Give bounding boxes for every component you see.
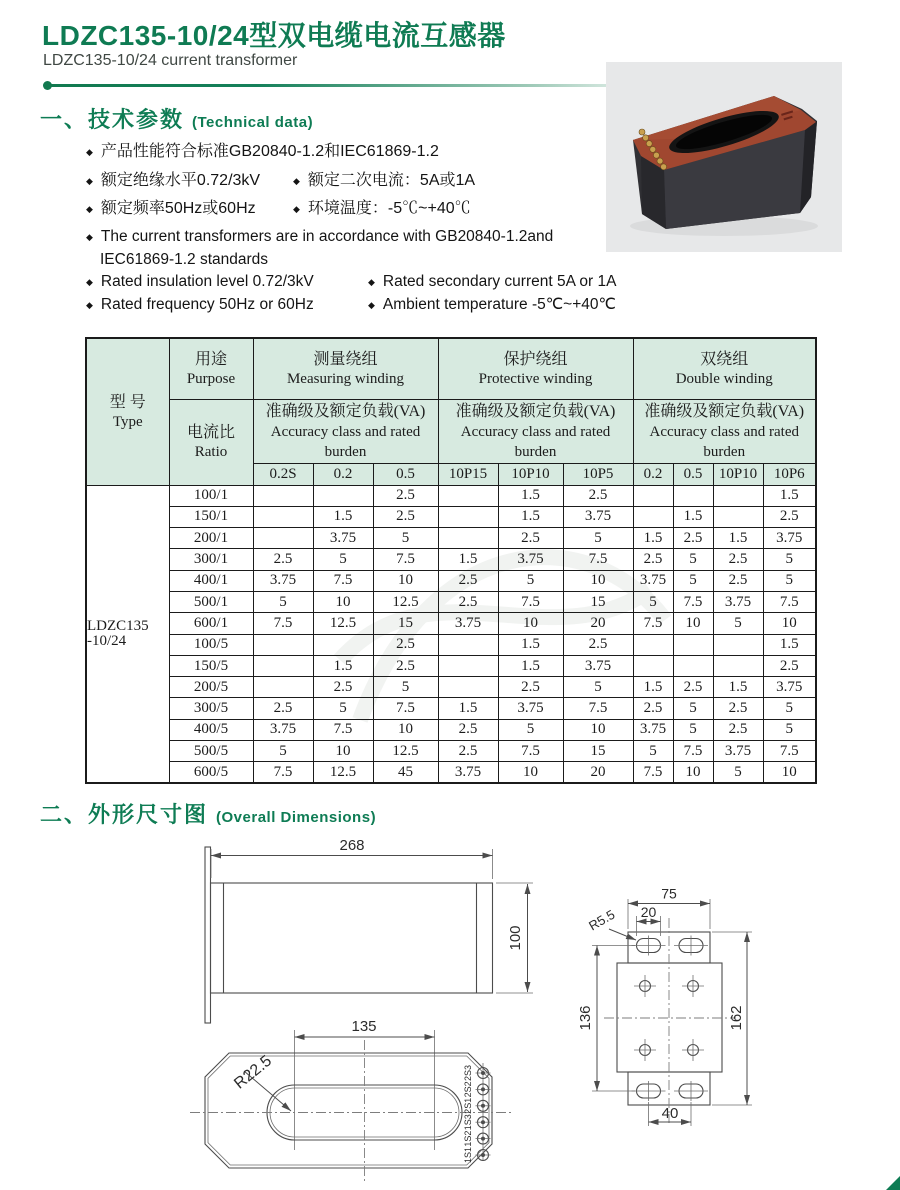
value-cell [253,528,313,549]
value-cell: 10 [373,719,438,740]
terminal-label: 1S3 [463,1114,473,1131]
value-cell: 10 [763,613,816,634]
value-cell: 5 [763,570,816,591]
value-cell: 2.5 [313,677,373,698]
dim-75: 75 [661,885,677,902]
value-cell: 5 [373,677,438,698]
section1-title-en: (Technical data) [192,114,314,131]
table-row [86,591,816,612]
value-cell: 1.5 [438,698,498,719]
ratio-cell: 200/5 [169,677,253,698]
ratio-cell: 150/1 [169,506,253,527]
bullet-diamond-icon: ◆ [86,176,93,186]
value-cell [313,634,373,655]
value-cell [713,485,763,506]
class-header: 0.5 [373,463,438,485]
value-cell: 3.75 [498,698,563,719]
value-cell: 5 [313,549,373,570]
value-cell [438,655,498,676]
value-cell [253,634,313,655]
ratio-cell: 300/5 [169,698,253,719]
dim-135: 135 [351,1018,377,1035]
value-cell [633,655,673,676]
spec-item: Rated secondary current 5A or 1A [382,273,617,290]
value-cell: 12.5 [373,591,438,612]
table-row [86,506,816,527]
value-cell: 1.5 [313,655,373,676]
class-header: 10P10 [498,463,563,485]
value-cell [253,485,313,506]
value-cell: 3.75 [633,570,673,591]
section1-title-cn: 一、技术参数 [40,107,185,132]
type-cell: LDZC135 -10/24 [86,485,169,783]
value-cell: 3.75 [763,677,816,698]
front-view-drawing [205,837,533,1023]
value-cell: 1.5 [763,634,816,655]
value-cell: 2.5 [763,655,816,676]
value-cell [313,485,373,506]
value-cell: 1.5 [498,485,563,506]
value-cell: 20 [563,762,633,783]
value-cell: 2.5 [563,634,633,655]
ratio-cell: 600/5 [169,762,253,783]
value-cell: 5 [673,570,713,591]
value-cell: 7.5 [313,570,373,591]
page-corner-mark [886,1176,900,1190]
page-subtitle: LDZC135-10/24 current transformer [43,52,298,69]
bullet-diamond-icon: ◆ [86,204,93,214]
value-cell: 1.5 [633,677,673,698]
value-cell: 2.5 [713,719,763,740]
value-cell [713,506,763,527]
table-row [86,698,816,719]
table-row [86,762,816,783]
value-cell: 7.5 [763,741,816,762]
value-cell: 10 [763,762,816,783]
value-cell: 12.5 [313,762,373,783]
value-cell: 2.5 [373,485,438,506]
value-cell: 2.5 [438,570,498,591]
value-cell [253,677,313,698]
value-cell: 3.75 [253,719,313,740]
value-cell: 5 [713,762,763,783]
value-cell: 3.75 [253,570,313,591]
ratio-cell: 400/5 [169,719,253,740]
value-cell: 2.5 [498,677,563,698]
value-cell: 10 [563,570,633,591]
spec-item: 产品性能符合标准GB20840-1.2和IEC61869-1.2 [100,143,439,160]
value-cell: 3.75 [438,613,498,634]
value-cell [633,506,673,527]
accuracy-header-double: 准确级及额定负载(VA) Accuracy class and rated burden [633,399,816,463]
table-row [86,528,816,549]
bullet-diamond-icon: ◆ [86,300,93,310]
value-cell [438,528,498,549]
value-cell: 2.5 [763,506,816,527]
value-cell: 2.5 [633,549,673,570]
bullet-diamond-icon: ◆ [368,277,375,287]
value-cell: 2.5 [498,528,563,549]
value-cell: 5 [763,549,816,570]
table-row [86,741,816,762]
dim-162: 162 [728,1005,745,1031]
section2-heading [40,798,376,829]
value-cell: 2.5 [673,677,713,698]
table-row [86,549,816,570]
value-cell: 7.5 [313,719,373,740]
value-cell: 7.5 [763,591,816,612]
value-cell: 15 [563,741,633,762]
value-cell: 2.5 [563,485,633,506]
bullet-diamond-icon: ◆ [86,232,93,242]
value-cell: 7.5 [563,698,633,719]
value-cell: 7.5 [673,741,713,762]
value-cell: 5 [673,549,713,570]
value-cell: 3.75 [498,549,563,570]
value-cell: 10 [498,762,563,783]
value-cell: 5 [673,719,713,740]
value-cell [438,677,498,698]
value-cell: 1.5 [713,528,763,549]
terminal-label: 1S1 [463,1146,473,1164]
terminal-label: 2S3 [463,1064,473,1082]
value-cell: 5 [713,613,763,634]
value-cell: 7.5 [373,549,438,570]
accuracy-header-measuring: 准确级及额定负载(VA) Accuracy class and rated burden [253,399,438,463]
ratio-cell: 500/5 [169,741,253,762]
value-cell: 5 [373,528,438,549]
class-header: 0.2S [253,463,313,485]
dim-136: 136 [577,1005,594,1031]
value-cell: 7.5 [673,591,713,612]
technical-specs [86,141,686,315]
value-cell [673,655,713,676]
value-cell: 2.5 [253,698,313,719]
value-cell [253,655,313,676]
value-cell: 1.5 [673,506,713,527]
value-cell: 5 [563,528,633,549]
value-cell: 5 [498,719,563,740]
value-cell: 1.5 [438,549,498,570]
title-divider [46,84,646,87]
value-cell: 1.5 [498,506,563,527]
dim-20: 20 [640,904,657,920]
value-cell: 5 [673,698,713,719]
value-cell: 2.5 [438,741,498,762]
dim-268: 268 [339,837,365,854]
ratio-cell: 100/5 [169,634,253,655]
value-cell [673,485,713,506]
bullet-diamond-icon: ◆ [86,277,93,287]
value-cell: 5 [763,719,816,740]
ratio-cell: 600/1 [169,613,253,634]
value-cell: 2.5 [713,698,763,719]
col-header-purpose: 用途 Purpose [169,338,253,399]
value-cell: 10 [498,613,563,634]
value-cell: 45 [373,762,438,783]
col-header-ratio: 电流比 Ratio [169,399,253,485]
value-cell: 10 [673,762,713,783]
table-row [86,634,816,655]
dim-r22-5: R22.5 [231,1052,276,1093]
terminal-label: 1S2 [463,1130,473,1147]
value-cell: 5 [313,698,373,719]
table-row [86,677,816,698]
value-cell: 2.5 [633,698,673,719]
value-cell: 7.5 [253,613,313,634]
ratio-cell: 400/1 [169,570,253,591]
dimension-drawings [180,830,900,1190]
top-view-drawing [190,1018,514,1182]
spec-item: 额定二次电流：5A或1A [307,172,476,189]
ratio-cell: 500/1 [169,591,253,612]
spec-item: 额定频率50Hz或60Hz [100,200,256,217]
terminal-label: 2S2 [463,1081,473,1098]
dim-40: 40 [661,1105,679,1122]
section2-title-cn: 二、外形尺寸图 [40,802,209,827]
col-header-protective: 保护绕组 Protective winding [438,338,633,399]
ratio-cell: 300/1 [169,549,253,570]
spec-item-continuation: IEC61869-1.2 standards [100,251,269,268]
class-header: 10P6 [763,463,816,485]
value-cell: 5 [498,570,563,591]
col-header-measuring: 测量绕组 Measuring winding [253,338,438,399]
value-cell: 10 [313,741,373,762]
value-cell: 7.5 [633,762,673,783]
mounting-drawing [577,886,752,1127]
value-cell [438,634,498,655]
value-cell: 1.5 [713,677,763,698]
bullet-diamond-icon: ◆ [368,300,375,310]
bullet-diamond-icon: ◆ [293,176,300,186]
value-cell [633,634,673,655]
terminal-strip [463,1063,491,1163]
value-cell: 2.5 [253,549,313,570]
value-cell: 5 [253,591,313,612]
value-cell: 5 [633,741,673,762]
value-cell: 2.5 [373,506,438,527]
value-cell: 3.75 [438,762,498,783]
class-header: 10P10 [713,463,763,485]
value-cell: 1.5 [313,506,373,527]
dim-r5-5: R5.5 [586,906,618,934]
value-cell: 5 [763,698,816,719]
value-cell: 2.5 [438,591,498,612]
value-cell: 3.75 [313,528,373,549]
value-cell [713,634,763,655]
value-cell: 2.5 [713,549,763,570]
value-cell [438,485,498,506]
accuracy-header-protective: 准确级及额定负载(VA) Accuracy class and rated burden [438,399,633,463]
value-cell: 2.5 [373,634,438,655]
value-cell [253,506,313,527]
ratings-table [85,337,817,784]
value-cell: 5 [633,591,673,612]
value-cell: 2.5 [438,719,498,740]
value-cell: 15 [563,591,633,612]
table-row [86,655,816,676]
value-cell [673,634,713,655]
value-cell: 5 [253,741,313,762]
value-cell: 1.5 [498,634,563,655]
page-title: LDZC135-10/24型双电缆电流互感器 [42,20,506,51]
value-cell: 5 [563,677,633,698]
value-cell [438,506,498,527]
class-header: 10P15 [438,463,498,485]
value-cell: 10 [373,570,438,591]
value-cell: 10 [673,613,713,634]
terminal-label: 2S1 [463,1097,473,1114]
spec-item: The current transformers are in accordance with GB20840-1.2and [100,228,554,245]
section1-heading [40,103,313,134]
value-cell: 7.5 [498,741,563,762]
spec-item: Ambient temperature -5℃~+40℃ [382,296,616,313]
value-cell: 7.5 [373,698,438,719]
value-cell: 12.5 [313,613,373,634]
class-header: 0.5 [673,463,713,485]
ratio-cell: 150/5 [169,655,253,676]
value-cell: 2.5 [373,655,438,676]
value-cell: 3.75 [633,719,673,740]
value-cell: 10 [313,591,373,612]
ratio-cell: 200/1 [169,528,253,549]
spec-item: 额定绝缘水平0.72/3kV [100,172,261,189]
value-cell: 7.5 [498,591,563,612]
class-header: 0.2 [313,463,373,485]
value-cell: 10 [563,719,633,740]
value-cell: 7.5 [633,613,673,634]
value-cell [713,655,763,676]
value-cell: 7.5 [253,762,313,783]
value-cell: 1.5 [763,485,816,506]
value-cell: 3.75 [713,741,763,762]
value-cell [633,485,673,506]
value-cell: 2.5 [713,570,763,591]
value-cell: 7.5 [563,549,633,570]
section2-title-en: (Overall Dimensions) [216,809,377,826]
spec-item: Rated frequency 50Hz or 60Hz [100,296,314,313]
col-header-type: 型 号 Type [86,338,169,485]
value-cell: 3.75 [563,655,633,676]
value-cell: 3.75 [763,528,816,549]
table-row [86,719,816,740]
value-cell: 20 [563,613,633,634]
table-row [86,485,816,506]
spec-item: Rated insulation level 0.72/3kV [100,273,314,290]
class-header: 10P5 [563,463,633,485]
value-cell: 3.75 [713,591,763,612]
spec-item: 环境温度：-5℃~+40℃ [307,200,471,217]
table-row [86,613,816,634]
bullet-diamond-icon: ◆ [86,147,93,157]
value-cell: 2.5 [673,528,713,549]
value-cell: 12.5 [373,741,438,762]
table-row [86,570,816,591]
bullet-diamond-icon: ◆ [293,204,300,214]
ratio-cell: 100/1 [169,485,253,506]
value-cell: 1.5 [498,655,563,676]
value-cell: 15 [373,613,438,634]
value-cell: 1.5 [633,528,673,549]
class-header: 0.2 [633,463,673,485]
col-header-double: 双绕组 Double winding [633,338,816,399]
dim-100: 100 [507,925,524,951]
value-cell: 3.75 [563,506,633,527]
